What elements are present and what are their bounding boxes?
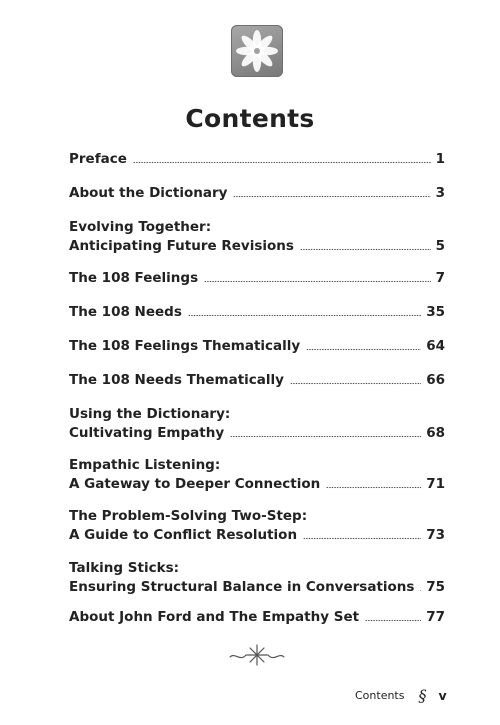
toc-entry-title: About the Dictionary: [69, 185, 228, 201]
dot-leader: [204, 280, 430, 283]
toc-entry[interactable]: [69, 371, 445, 390]
dot-leader: [306, 348, 421, 351]
footer-section-label: Contents: [355, 689, 405, 702]
toc-entry-title: Empathic Listening:: [69, 457, 221, 473]
page-title: Contents: [185, 104, 315, 133]
dot-leader: [230, 435, 421, 438]
toc-page-number: 73: [426, 527, 445, 543]
toc-entry-title: A Guide to Conflict Resolution: [69, 527, 298, 543]
toc-entry[interactable]: [69, 150, 445, 169]
toc-page-number: 1: [435, 151, 445, 167]
toc-entry-title: The 108 Feelings: [69, 270, 199, 286]
toc-entry[interactable]: [69, 337, 445, 356]
dot-leader: [300, 248, 431, 251]
dot-leader: [365, 619, 421, 622]
dot-leader: [233, 195, 430, 198]
toc-page-number: 35: [426, 304, 445, 320]
dot-leader: [326, 486, 421, 489]
toc-page-number: 75: [426, 579, 445, 595]
toc-entry[interactable]: [69, 559, 445, 597]
toc-entry-title: The Problem-Solving Two-Step:: [69, 508, 308, 524]
toc-entry-title: The 108 Needs: [69, 304, 182, 320]
toc-entry-title: Evolving Together:: [69, 219, 212, 235]
toc-entry-title: About John Ford and The Empathy Set: [69, 609, 360, 625]
toc-entry[interactable]: [69, 405, 445, 443]
toc-entry[interactable]: [69, 507, 445, 545]
toc-page-number: 5: [435, 238, 445, 254]
flower-icon: [231, 25, 283, 77]
toc-entry[interactable]: [69, 608, 445, 627]
footer-separator: §: [418, 686, 427, 705]
dot-leader: [420, 589, 421, 592]
toc-entry-title: The 108 Feelings Thematically: [69, 338, 301, 354]
flower-logo: [231, 25, 283, 77]
toc-page-number: 68: [426, 425, 445, 441]
star-swirl-ornament-icon: [228, 640, 286, 668]
footer-page-number: v: [438, 688, 447, 703]
toc-entry-title: Anticipating Future Revisions: [69, 238, 294, 254]
toc-page-number: 64: [426, 338, 445, 354]
dot-leader: [303, 537, 421, 540]
toc-entry-title: The 108 Needs Thematically: [69, 372, 284, 388]
toc-entry[interactable]: [69, 269, 445, 288]
toc-entry-title: Cultivating Empathy: [69, 425, 225, 441]
dot-leader: [188, 314, 421, 317]
toc-entry-title: Using the Dictionary:: [69, 406, 231, 422]
toc-entry-title: Preface: [69, 151, 127, 167]
dot-leader: [290, 382, 421, 385]
toc-entry[interactable]: [69, 456, 445, 494]
page-footer: [355, 686, 447, 705]
toc-entry-title: A Gateway to Deeper Connection: [69, 476, 321, 492]
dot-leader: [133, 161, 431, 164]
toc-entry-title: Talking Sticks:: [69, 560, 180, 576]
toc-entry-title: Ensuring Structural Balance in Conversations: [69, 579, 415, 595]
toc-page-number: 66: [426, 372, 445, 388]
toc-entry[interactable]: [69, 303, 445, 322]
toc-page-number: 77: [426, 609, 445, 625]
toc-page-number: 3: [435, 185, 445, 201]
toc-entry[interactable]: [69, 184, 445, 203]
toc-page-number: 7: [435, 270, 445, 286]
toc-entry[interactable]: [69, 218, 445, 256]
toc-page-number: 71: [426, 476, 445, 492]
